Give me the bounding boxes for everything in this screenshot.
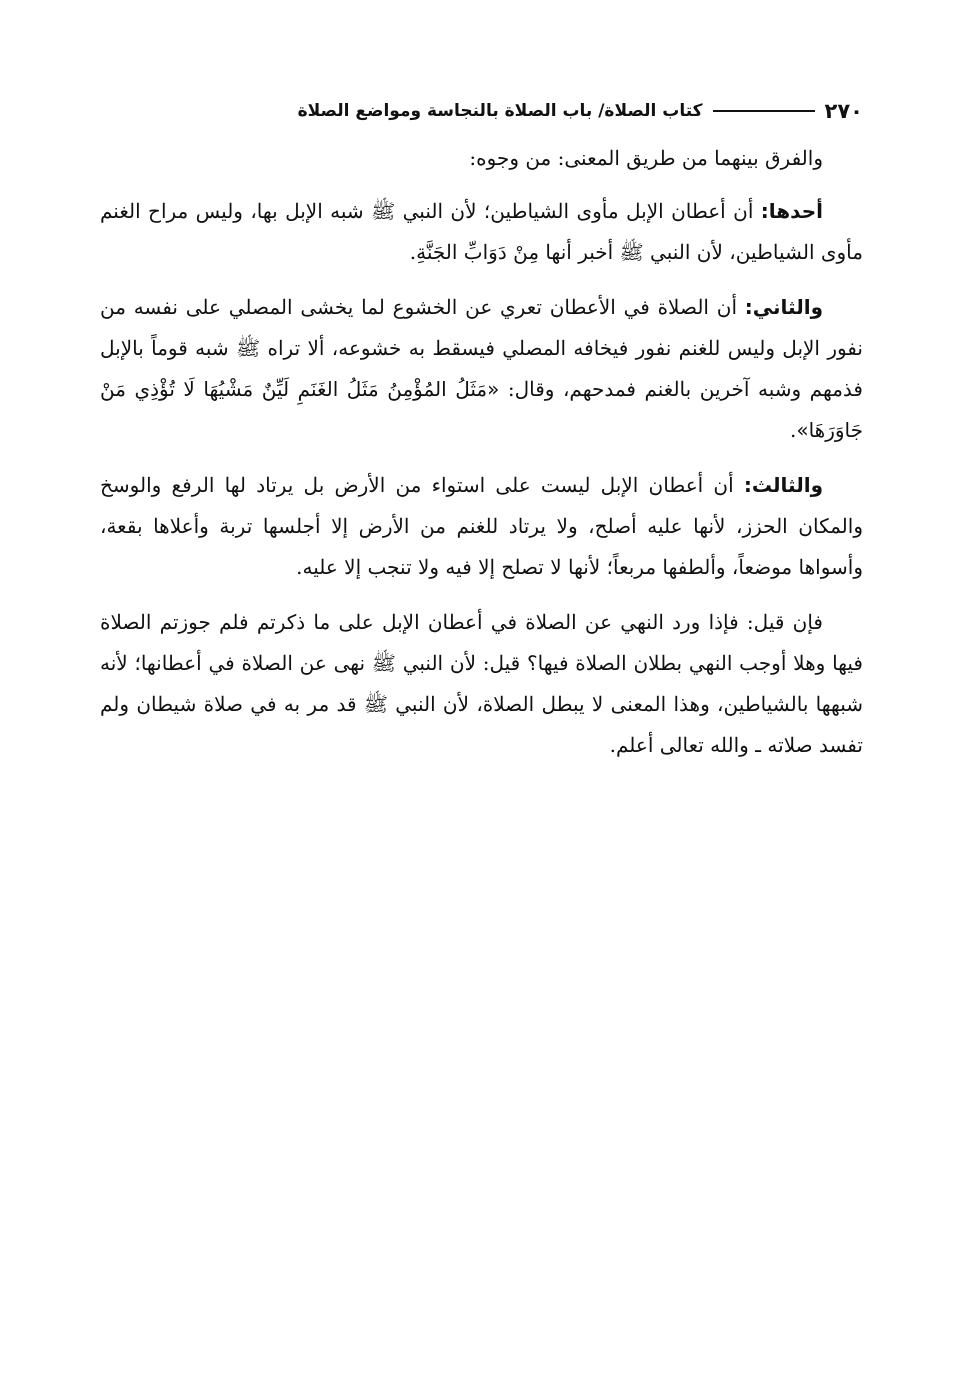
paragraph-end: .: [789, 418, 797, 442]
paragraph-first: [100, 191, 863, 273]
paragraph-lead: والثاني:: [744, 295, 823, 319]
header-rule: [713, 110, 815, 112]
paragraph-fourth: [100, 602, 863, 766]
paragraph-third: [100, 465, 863, 588]
paragraph-text: أن الصلاة في الأعطان تعري عن الخشوع لما يخشى المصلي على نفسه من نفور الإبل وليس للغنم نفور فيخافه المصلي فيسقط به خشوعه، ألا تراه ﷺ شبه قوماً بالإبل فذمهم وشبه آخرين بالغنم فمدحهم، وقال:: [100, 295, 863, 401]
intro-paragraph: والفرق بينهما من طريق المعنى: من وجوه:: [469, 146, 823, 170]
paragraph-second: [100, 287, 863, 451]
page-body: [100, 138, 863, 780]
page-number: ٢٧٠: [824, 99, 863, 123]
paragraph-lead: والثالث:: [743, 473, 823, 497]
paragraph-text: أن أعطان الإبل ليست على استواء من الأرض بل يرتاد لها الرفع والوسخ والمكان الحزز، لأنها عليه أصلح، ولا يرتاد للغنم من الأرض إلا أجلسها تربة وأعلاها بقعة، وأسواها موضعاً، وألطفها مربعاً؛ لأنها لا تصلح إلا فيه ولا تنجب إلا عليه.: [100, 473, 863, 579]
running-header: [100, 96, 863, 126]
running-header-title: كتاب الصلاة/ باب الصلاة بالنجاسة ومواضع الصلاة: [297, 101, 703, 121]
paragraph-text: فإن قيل: فإذا ورد النهي عن الصلاة في أعطان الإبل على ما ذكرتم فلم جوزتم الصلاة فيها وهلا أوجب النهي بطلان الصلاة فيها؟ قيل: لأن النبي ﷺ نهى عن الصلاة في أعطانها؛ لأنه شبهها بالشياطين، وهذا المعنى لا يبطل الصلاة، لأن النبي ﷺ قد مر به في صلاة شيطان ولم تفسد صلاته ـ والله تعالى أعلم.: [100, 610, 863, 757]
paragraph-text: أن أعطان الإبل مأوى الشياطين؛ لأن النبي ﷺ شبه الإبل بها، وليس مراح الغنم مأوى الشياطين، لأن النبي ﷺ أخبر أنها مِنْ دَوَابِّ الجَنَّةِ.: [100, 199, 863, 264]
hadith-quote: «مَثَلُ المُؤْمِنُ مَثَلُ الغَنَمِ لَيِّنٌ مَشْيُهَا لَا تُؤْذِي مَنْ جَاوَرَهَا»: [100, 377, 863, 442]
paragraph-lead: أحدها:: [760, 199, 823, 223]
